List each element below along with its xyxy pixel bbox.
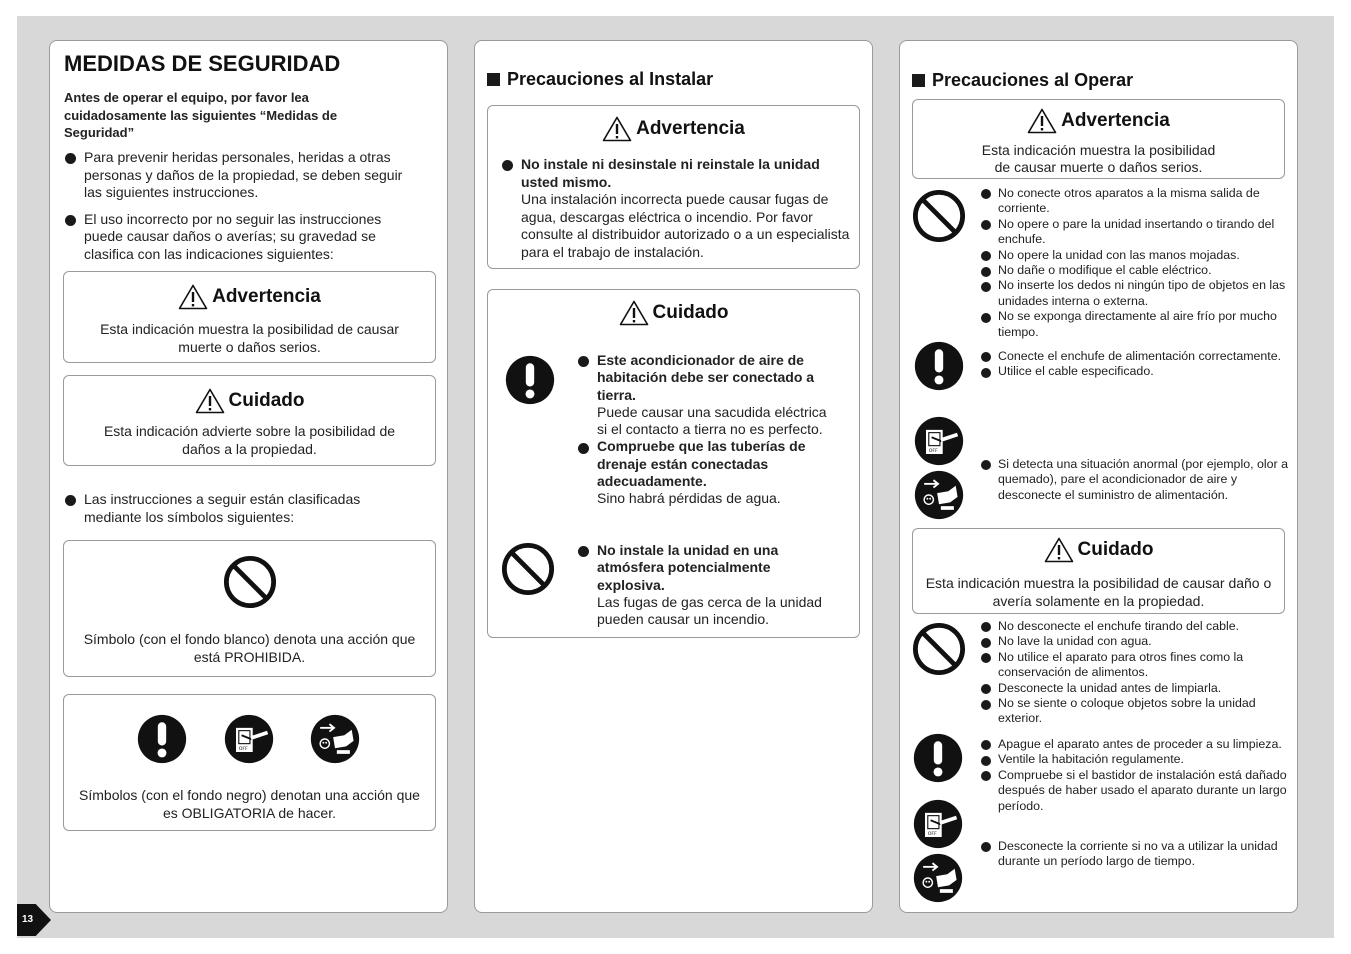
intro-bullets <box>64 149 424 263</box>
long-period-list <box>980 839 1288 870</box>
exclamation-icon <box>504 354 556 406</box>
unplug-icon <box>912 798 964 850</box>
caution-description: Esta indicación muestra la posibilidad de causar daño o avería solamente en la propiedad. <box>925 575 1272 609</box>
unplug-icon <box>223 713 275 765</box>
page-title: MEDIDAS DE SEGURIDAD <box>64 51 341 76</box>
install-warning-box <box>487 105 860 269</box>
unplug-icon <box>913 415 965 467</box>
list-item: No inserte los dedos ni ningún tipo de objetos en las unidades interna o externa. <box>980 278 1288 309</box>
page-background <box>17 16 1334 938</box>
operate-prohibited-list <box>980 186 1288 340</box>
abnormal-situation-list <box>980 457 1288 503</box>
list-item: Compruebe que las tuberías de drenaje están conectadas adecuadamente. Sino habrá pérdidas de agua. <box>577 438 837 507</box>
list-item: El uso incorrecto por no seguir las instrucciones puede causar daños o averías; su gravedad se clasifica con las indicaciones siguientes: <box>64 211 424 264</box>
intro-text: Antes de operar el equipo, por favor lea cuidadosamente las siguientes “Medidas de Seguridad” <box>64 90 338 140</box>
square-bullet-icon <box>912 74 925 87</box>
operate-warning-box <box>912 99 1285 179</box>
warning-triangle-icon <box>195 388 225 414</box>
warning-item-bold: No instale ni desinstale ni reinstale la unidad usted mismo. <box>521 156 820 190</box>
warning-title: Advertencia <box>636 118 745 139</box>
exclamation-icon <box>912 732 964 784</box>
warning-item-text: Una instalación incorrecta puede causar fugas de agua, descargas eléctrica o incendio. Por favor consulte al distribuidor autorizado o a un especialista para el trabajo de instalación. <box>521 191 850 260</box>
list-item: Ventile la habitación regulamente. <box>980 752 1288 767</box>
warning-triangle-icon <box>602 116 632 142</box>
list-item: No opere la unidad con las manos mojadas. <box>980 248 1288 263</box>
caution-mandatory-list <box>980 737 1288 814</box>
list-item: Apague el aparato antes de proceder a su limpieza. <box>980 737 1288 752</box>
list-item: No desconecte el enchufe tirando del cable. <box>980 619 1288 634</box>
square-bullet-icon <box>487 73 500 86</box>
list-item: No se siente o coloque objetos sobre la unidad exterior. <box>980 696 1288 727</box>
warning-triangle-icon <box>619 300 649 326</box>
warning-description: Esta indicación muestra la posibilidad de causar muerte o daños serios. <box>981 142 1216 175</box>
list-item: No dañe o modifique el cable eléctrico. <box>980 263 1288 278</box>
operate-caution-box <box>912 528 1285 614</box>
disconnect-power-icon <box>912 852 964 904</box>
prohibited-icon <box>223 555 277 609</box>
list-item: Si detecta una situación anormal (por ejemplo, olor a quemado), pare el acondicionador de aire y desconecte el suministro de alimentación. <box>980 457 1288 503</box>
exclamation-icon <box>136 713 188 765</box>
caution-title: Cuidado <box>228 390 305 411</box>
caution-prohibited-list <box>980 619 1288 727</box>
operate-precautions-panel <box>899 40 1298 913</box>
prohibited-symbol-box <box>63 540 436 677</box>
section-heading: Precauciones al Instalar <box>487 69 713 90</box>
list-item <box>501 156 851 261</box>
list-item: No conecte otros aparatos a la misma salida de corriente. <box>980 186 1288 217</box>
prohibited-icon <box>912 189 966 243</box>
prohibited-icon <box>501 542 555 596</box>
list-item: Desconecte la unidad antes de limpiarla. <box>980 681 1288 696</box>
exclamation-icon <box>913 340 965 392</box>
operate-mandatory-list <box>980 349 1288 380</box>
list-item: No instale la unidad en una atmósfera potencialmente explosiva. Las fugas de gas cerca de la unidad pueden causar un incendio. <box>577 542 837 628</box>
caution-title: Cuidado <box>652 302 729 323</box>
page-number: 13 <box>22 914 34 925</box>
list-item: No se exponga directamente al aire frío por mucho tiempo. <box>980 309 1288 340</box>
caution-title: Cuidado <box>1077 539 1154 560</box>
section-heading: Precauciones al Operar <box>912 70 1133 91</box>
prohibited-icon <box>912 622 966 676</box>
warning-triangle-icon <box>1044 537 1074 563</box>
list-item: No opere o pare la unidad insertando o tirando del enchufe. <box>980 217 1288 248</box>
list-item: Este acondicionador de aire de habitación debe ser conectado a tierra. Puede causar una sacudida eléctrica si el contacto a tierra no es perfecto. <box>577 352 837 438</box>
symbols-bullet <box>64 491 404 526</box>
list-item: Utilice el cable especificado. <box>980 364 1288 379</box>
list-item: Para prevenir heridas personales, heridas a otras personas y daños de la propiedad, se deben seguir las siguientes instrucciones. <box>64 149 424 202</box>
list-item: Desconecte la corriente si no va a utilizar la unidad durante un período largo de tiempo. <box>980 839 1288 870</box>
warning-description: Esta indicación muestra la posibilidad de causar muerte o daños serios. <box>100 321 399 355</box>
install-precautions-panel <box>474 40 873 913</box>
list-item: No lave la unidad con agua. <box>980 634 1288 649</box>
grounding-list <box>577 352 837 508</box>
install-caution-box <box>487 289 860 638</box>
disconnect-power-icon <box>913 469 965 521</box>
list-item: Conecte el enchufe de alimentación correctamente. <box>980 349 1288 364</box>
caution-description: Esta indicación advierte sobre la posibilidad de daños a la propiedad. <box>103 423 396 457</box>
warning-title: Advertencia <box>1061 110 1170 131</box>
explosive-list <box>577 542 837 628</box>
list-item: No utilice el aparato para otros fines como la conservación de alimentos. <box>980 650 1288 681</box>
caution-definition-box <box>63 375 436 466</box>
mandatory-description: Símbolos (con el fondo negro) denotan una acción que es OBLIGATORIA de hacer. <box>79 787 420 821</box>
list-item: Compruebe si el bastidor de instalación está dañado después de haber usado el aparato durante un largo período. <box>980 768 1288 814</box>
warning-title: Advertencia <box>212 286 321 307</box>
warning-triangle-icon <box>1027 108 1057 134</box>
mandatory-symbol-box <box>63 694 436 831</box>
prohibited-description: Símbolo (con el fondo blanco) denota una acción que está PROHIBIDA. <box>83 631 416 665</box>
install-warning-list <box>501 156 851 261</box>
warning-triangle-icon <box>178 284 208 310</box>
disconnect-power-icon <box>309 713 361 765</box>
list-item: Las instrucciones a seguir están clasificadas mediante los símbolos siguientes: <box>64 491 404 526</box>
warning-definition-box <box>63 271 436 363</box>
safety-measures-panel <box>49 40 448 913</box>
